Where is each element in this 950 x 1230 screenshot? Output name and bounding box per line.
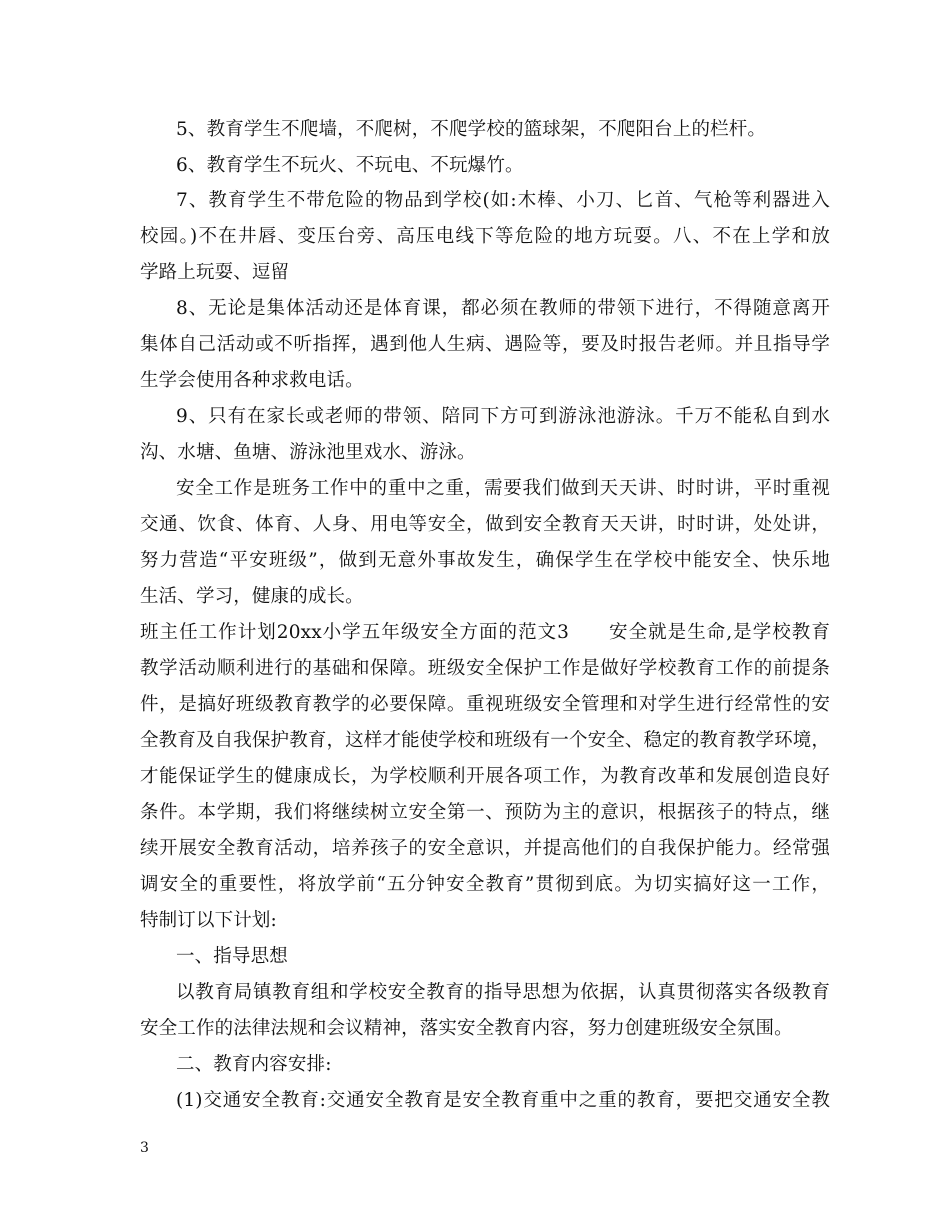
text-line: 7、教育学生不带危险的物品到学校(如:木棒、小刀、匕首、气枪等利器进入 xyxy=(176,190,830,211)
text-line: 生活、学习，健康的成长。 xyxy=(140,586,364,607)
text-line: 生学会使用各种求救电话。 xyxy=(140,370,364,391)
text-line: 特制订以下计划: xyxy=(140,910,277,931)
text-line: 沟、水塘、鱼塘、游泳池里戏水、游泳。 xyxy=(140,442,476,463)
text-line: 集体自己活动或不听指挥，遇到他人生病、遇险等，要及时报告老师。并且指导学 xyxy=(140,334,830,355)
text-line: 安全工作的法律法规和会议精神，落实安全教育内容，努力创建班级安全氛围。 xyxy=(140,1018,793,1039)
text-line: 学路上玩耍、逗留 xyxy=(140,262,290,283)
text-line: 5、教育学生不爬墙，不爬树，不爬学校的篮球架，不爬阳台上的栏杆。 xyxy=(176,119,767,140)
text-line: 条件。本学期，我们将继续树立安全第一、预防为主的意识，根据孩子的特点，继 xyxy=(140,802,830,823)
text-line: 调安全的重要性，将放学前“五分钟安全教育”贯彻到底。为切实搞好这一工作， xyxy=(140,874,830,895)
section-heading: 二、教育内容安排: xyxy=(176,1054,332,1075)
text-line: 件，是搞好班级教育教学的必要保障。重视班级安全管理和对学生进行经常性的安 xyxy=(140,694,830,715)
section-heading-line: 班主任工作计划20xx小学五年级安全方面的范文3 安全就是生命,是学校教育 xyxy=(140,622,830,643)
text-line: 以教育局镇教育组和学校安全教育的指导思想为依据，认真贯彻落实各级教育 xyxy=(176,982,830,1003)
text-line: 努力营造“平安班级”，做到无意外事故发生，确保学生在学校中能安全、快乐地 xyxy=(140,550,830,571)
text-line: (1)交通安全教育:交通安全教育是安全教育重中之重的教育，要把交通安全教 xyxy=(176,1090,830,1111)
text-line: 才能保证学生的健康成长，为学校顺利开展各项工作，为教育改革和发展创造良好 xyxy=(140,766,830,787)
text-line: 8、无论是集体活动还是体育课，都必须在教师的带领下进行，不得随意离开 xyxy=(176,298,830,319)
text-line: 校园。)不在井唇、变压台旁、高压电线下等危险的地方玩耍。八、不在上学和放 xyxy=(140,226,830,247)
section-heading: 一、指导思想 xyxy=(176,946,288,967)
text-line: 教学活动顺利进行的基础和保障。班级安全保护工作是做好学校教育工作的前提条 xyxy=(140,658,830,679)
text-line: 安全工作是班务工作中的重中之重，需要我们做到天天讲、时时讲，平时重视 xyxy=(176,478,830,499)
text-line: 续开展安全教育活动，培养孩子的安全意识，并提高他们的自我保护能力。经常强 xyxy=(140,838,830,859)
page-number: 3 xyxy=(140,1140,149,1156)
text-line: 6、教育学生不玩火、不玩电、不玩爆竹。 xyxy=(176,155,524,176)
text-line: 全教育及自我保护教育，这样才能使学校和班级有一个安全、稳定的教育教学环境， xyxy=(140,730,831,751)
text-line: 交通、饮食、体育、人身、用电等安全，做到安全教育天天讲，时时讲，处处讲， xyxy=(140,514,830,535)
text-line: 9、只有在家长或老师的带领、陪同下方可到游泳池游泳。千万不能私自到水 xyxy=(176,406,830,427)
